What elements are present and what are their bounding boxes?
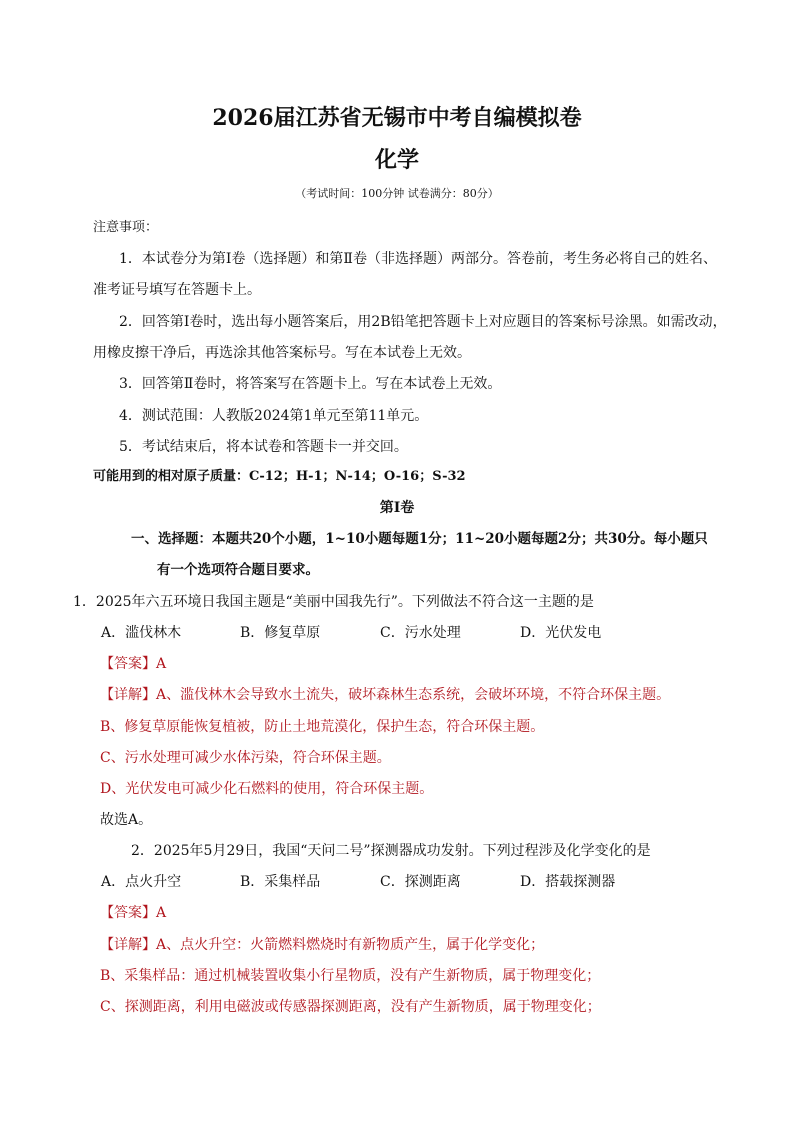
notice-item-1-line-1: 1．本试卷分为第Ⅰ卷（选择题）和第Ⅱ卷（非选择题）两部分。答卷前，考生务必将自己的姓名、	[119, 251, 717, 267]
question-2-options	[0, 872, 794, 892]
question-1-detail-a: 【详解】A、滥伐林木会导致水土流失，破坏森林生态系统，会破坏环境，不符合环保主题。	[100, 687, 671, 703]
q1-option-a: A．滥伐林木	[101, 625, 182, 641]
notice-item-2-line-1: 2．回答第Ⅰ卷时，选出每小题答案后，用2B铅笔把答题卡上对应题目的答案标号涂黑。如需改动，	[119, 314, 727, 330]
notice-item-2-line-2: 用橡皮擦干净后，再选涂其他答案标号。写在本试卷上无效。	[93, 345, 471, 361]
question-2-detail-a: 【详解】A、点火升空：火箭燃料燃烧时有新物质产生，属于化学变化；	[100, 937, 545, 953]
subject-title: 化学	[374, 147, 419, 173]
question-1-answer: 【答案】A	[100, 656, 167, 672]
atomic-masses: 可能用到的相对原子质量：C-12；H-1；N-14；O-16；S-32	[93, 469, 466, 484]
question-2-detail-b: B、采集样品：通过机械装置收集小行星物质，没有产生新物质，属于物理变化；	[100, 968, 601, 984]
question-1-detail-c: C、污水处理可减少水体污染，符合环保主题。	[100, 750, 391, 766]
q2-option-a: A．点火升空	[101, 874, 182, 890]
notice-heading: 注意事项：	[93, 220, 159, 235]
question-1-conclusion: 故选A。	[100, 812, 153, 828]
q1-option-b: B．修复草原	[240, 625, 321, 641]
question-1-detail-b: B、修复草原能恢复植被，防止土地荒漠化，保护生态，符合环保主题。	[100, 719, 545, 735]
question-1-options	[0, 623, 794, 643]
section-instructions-line-2: 有一个选项符合题目要求。	[157, 562, 319, 578]
question-1-detail-d: D、光伏发电可减少化石燃料的使用，符合环保主题。	[100, 781, 434, 797]
question-2-detail-c: C、探测距离，利用电磁波或传感器探测距离，没有产生新物质，属于物理变化；	[100, 999, 601, 1015]
q1-option-d: D．光伏发电	[520, 625, 602, 641]
q1-option-c: C．污水处理	[380, 625, 461, 641]
notice-item-3: 3．回答第Ⅱ卷时，将答案写在答题卡上。写在本试卷上无效。	[119, 376, 502, 392]
q2-option-c: C．探测距离	[380, 874, 461, 890]
section-title: 第Ⅰ卷	[379, 500, 415, 516]
q2-option-b: B．采集样品	[240, 874, 321, 890]
notice-item-1-line-2: 准考证号填写在答题卡上。	[93, 282, 261, 298]
section-instructions-line-1: 一、选择题：本题共20个小题，1~10小题每题1分；11~20小题每题2分；共30分。每小题只	[131, 531, 708, 547]
question-2-stem: 2．2025年5月29日，我国“天问二号”探测器成功发射。下列过程涉及化学变化的是	[131, 843, 651, 859]
exam-meta: （考试时间：100分钟 试卷满分：80分）	[295, 187, 499, 200]
question-2-answer: 【答案】A	[100, 905, 167, 921]
q2-option-d: D．搭载探测器	[520, 874, 616, 890]
question-1-stem: 1．2025年六五环境日我国主题是“美丽中国我先行”。下列做法不符合这一主题的是	[73, 594, 594, 610]
notice-item-5: 5．考试结束后，将本试卷和答题卡一并交回。	[119, 439, 408, 455]
exam-title: 2026届江苏省无锡市中考自编模拟卷	[212, 105, 582, 131]
notice-item-4: 4．测试范围：人教版2024第1单元至第11单元。	[119, 408, 429, 424]
